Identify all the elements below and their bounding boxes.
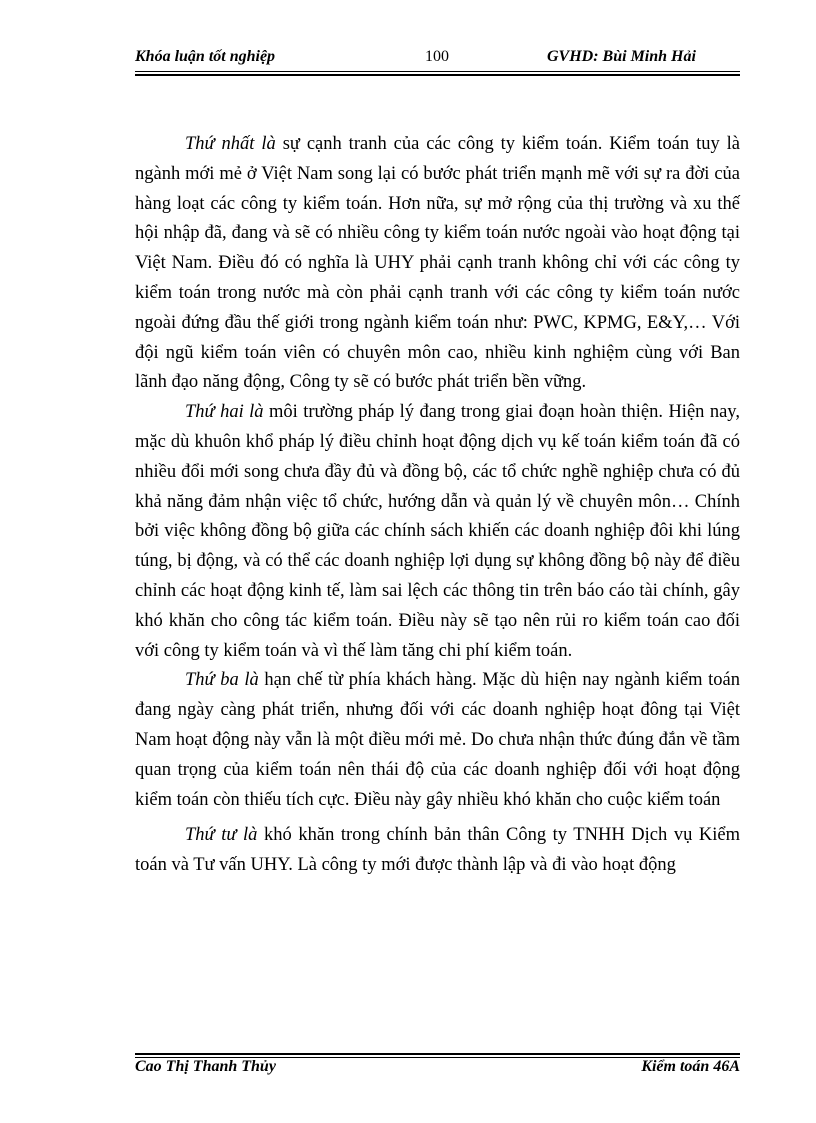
body-text [135,130,740,881]
author-name: Cao Thị Thanh Thủy [135,1058,276,1075]
footer-rule-thick [135,1053,740,1055]
paragraph-text: hạn chế từ phía khách hàng. Mặc dù hiện nay ngành kiểm toán đang ngày càng phát triển, nhưng đối với các doanh nghiệp hoạt đông tại Việt Nam hoạt động này vẫn là một điều mới mẻ. Do chưa nhận thức đúng đắn về tầm quan trọng của kiểm toán nên thái độ của các doanh nghiệp đối với hoạt động kiểm toán còn thiếu tích cực. Điều này gây nhiều khó khăn cho cuộc kiểm toán [135,670,740,810]
paragraph-lead: Thứ hai là [185,402,264,423]
class-label: Kiểm toán 46A [641,1058,740,1075]
page-header [135,46,740,72]
supervisor-label: GVHD: Bùi Minh Hải [547,48,696,65]
paragraph-text: môi trường pháp lý đang trong giai đoạn hoàn thiện. Hiện nay, mặc dù khuôn khổ pháp lý điều chỉnh hoạt động dịch vụ kế toán kiểm toán đã có nhiều đổi mới song chưa đầy đủ và đồng bộ, các tổ chức nghề nghiệp chưa có đủ khả năng đảm nhận việc tổ chức, hướng dẫn và quản lý về chuyên môn… Chính bởi việc không đồng bộ giữa các chính sách khiến các doanh nghiệp đôi khi lúng túng, bị động, và có thể các doanh nghiệp lợi dụng sự không đồng bộ này để điều chỉnh các hoạt động kinh tế, làm sai lệch các thông tin trên báo cáo tài chính, gây khó khăn cho công tác kiểm toán. Điều này sẽ tạo nên rủi ro kiểm toán cao đối với công ty kiểm toán và vì thế làm tăng chi phí kiểm toán. [135,402,740,661]
paragraph-lead: Thứ nhất là [185,134,276,154]
paragraph [135,666,740,815]
paragraph-lead: Thứ ba là [185,670,259,691]
page-footer [135,1058,740,1082]
paragraph [135,821,740,881]
thesis-title: Khóa luận tốt nghiệp [135,48,276,65]
header-rule-thick [135,74,740,76]
paragraph-text: sự cạnh tranh của các công ty kiểm toán. Kiểm toán tuy là ngành mới mẻ ở Việt Nam song lại có bước phát triển mạnh mẽ với sự ra đời của hàng loạt các công ty kiểm toán. Hơn nữa, sự mở rộng của thị trường và xu thế hội nhập đã, đang và sẽ có nhiều công ty kiểm toán nước ngoài vào hoạt động tại Việt Nam. Điều đó có nghĩa là UHY phải cạnh tranh không chỉ với các công ty kiểm toán trong nước mà còn phải cạnh tranh với các công ty kiểm toán nước ngoài đứng đầu thế giới trong ngành kiểm toán như: PWC, KPMG, E&Y,… Với đội ngũ kiểm toán viên có chuyên môn cao, nhiều kinh nghiệm cùng với Ban lãnh đạo năng động, Công ty sẽ có bước phát triển bền vững. [135,134,740,393]
paragraph-text: khó khăn trong chính bản thân Công ty TNHH Dịch vụ Kiểm toán và Tư vấn UHY. Là công ty mới được thành lập và đi vào hoạt động [135,825,741,876]
paragraph-lead: Thứ tư là [185,825,258,846]
paragraph [135,398,740,666]
header-rule [135,71,740,72]
page-number: 100 [425,48,449,65]
paragraph [135,130,740,398]
